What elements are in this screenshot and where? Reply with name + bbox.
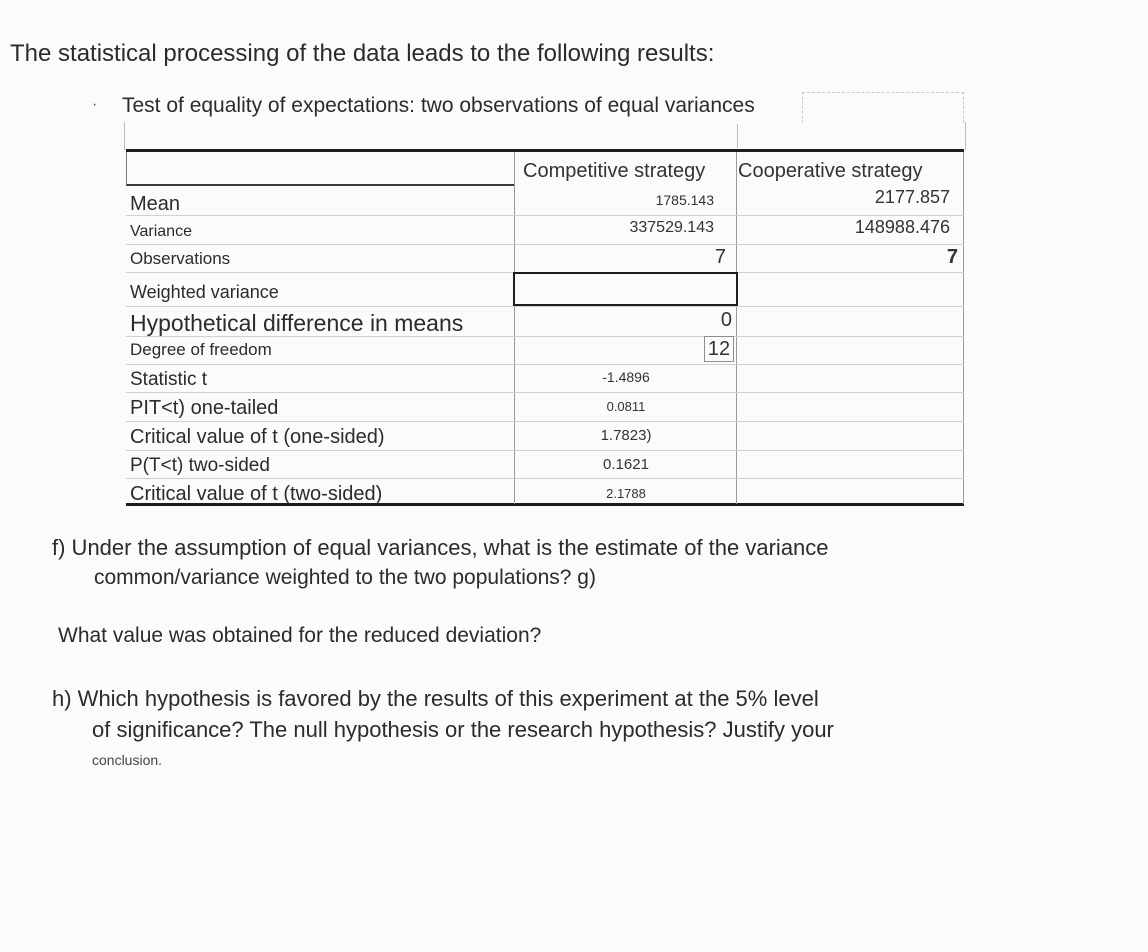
row-label-p-one-tailed: PIT<t) one-tailed <box>130 397 279 419</box>
column-separator-1 <box>514 152 515 504</box>
cell-mean-cooperative: 2177.857 <box>874 187 950 207</box>
cell-observations-competitive: 7 <box>714 246 726 268</box>
question-h-line2: of significance? The null hypothesis or the research hypothesis? Justify your <box>92 717 834 742</box>
row-rule <box>126 244 964 245</box>
cell-statistic-t-competitive: -1.4896 <box>602 369 650 385</box>
question-h-line3: conclusion. <box>92 752 163 768</box>
question-h-line1: h) Which hypothesis is favored by the results of this experiment at the 5% level <box>52 686 819 711</box>
column-separator-2 <box>736 152 737 504</box>
row-label-statistic-t: Statistic t <box>130 369 208 390</box>
question-f-line1: f) Under the assumption of equal variances, what is the estimate of the variance <box>52 535 829 560</box>
row-rule <box>126 306 964 307</box>
row-rule <box>126 364 964 365</box>
row-label-critical-one-sided: Critical value of t (one-sided) <box>130 426 385 448</box>
cell-observations-cooperative: 7 <box>946 246 958 268</box>
question-f-line2: common/variance weighted to the two populations? g) <box>94 566 596 589</box>
row-label-degree-of-freedom: Degree of freedom <box>130 340 272 359</box>
column-separator-3 <box>963 152 964 504</box>
question-g: What value was obtained for the reduced deviation? <box>58 624 542 647</box>
weighted-variance-answer-box <box>513 272 738 306</box>
row-label-critical-two-sided: Critical value of t (two-sided) <box>130 483 383 505</box>
cell-mean-competitive: 1785.143 <box>655 192 714 208</box>
row-rule <box>126 215 964 216</box>
cell-critical-two-sided-competitive: 2.1788 <box>606 486 646 501</box>
row-rule <box>126 392 964 393</box>
cell-variance-competitive: 337529.143 <box>629 219 714 236</box>
row-label-variance: Variance <box>130 223 192 240</box>
cell-variance-cooperative: 148988.476 <box>854 217 950 237</box>
cell-hypothetical-difference-competitive: 0 <box>720 309 732 331</box>
table-header-label-box <box>126 152 515 186</box>
cell-p-two-sided-competitive: 0.1621 <box>603 456 649 473</box>
row-rule <box>126 421 964 422</box>
row-label-hypothetical-difference: Hypothetical difference in means <box>130 310 464 336</box>
row-label-weighted-variance: Weighted variance <box>130 282 279 302</box>
cell-critical-one-sided-competitive: 1.7823) <box>600 427 652 444</box>
column-header-cooperative: Cooperative strategy <box>738 160 923 182</box>
cell-degree-of-freedom-competitive: 12 <box>704 336 734 362</box>
row-rule <box>126 478 964 479</box>
table-frame-tick <box>737 124 738 148</box>
row-label-mean: Mean <box>130 193 181 215</box>
table-title: Test of equality of expectations: two observations of equal variances <box>122 94 755 117</box>
table-frame-top <box>124 122 966 150</box>
cell-p-one-tailed-competitive: 0.0811 <box>606 399 646 414</box>
column-header-competitive: Competitive strategy <box>523 160 706 182</box>
row-rule <box>126 450 964 451</box>
bullet-dot: · <box>92 96 98 113</box>
row-label-p-two-sided: P(T<t) two-sided <box>130 455 270 476</box>
title-decoration <box>802 92 964 123</box>
row-label-observations: Observations <box>130 249 231 268</box>
intro-text: The statistical processing of the data leads to the following results: <box>10 40 715 67</box>
